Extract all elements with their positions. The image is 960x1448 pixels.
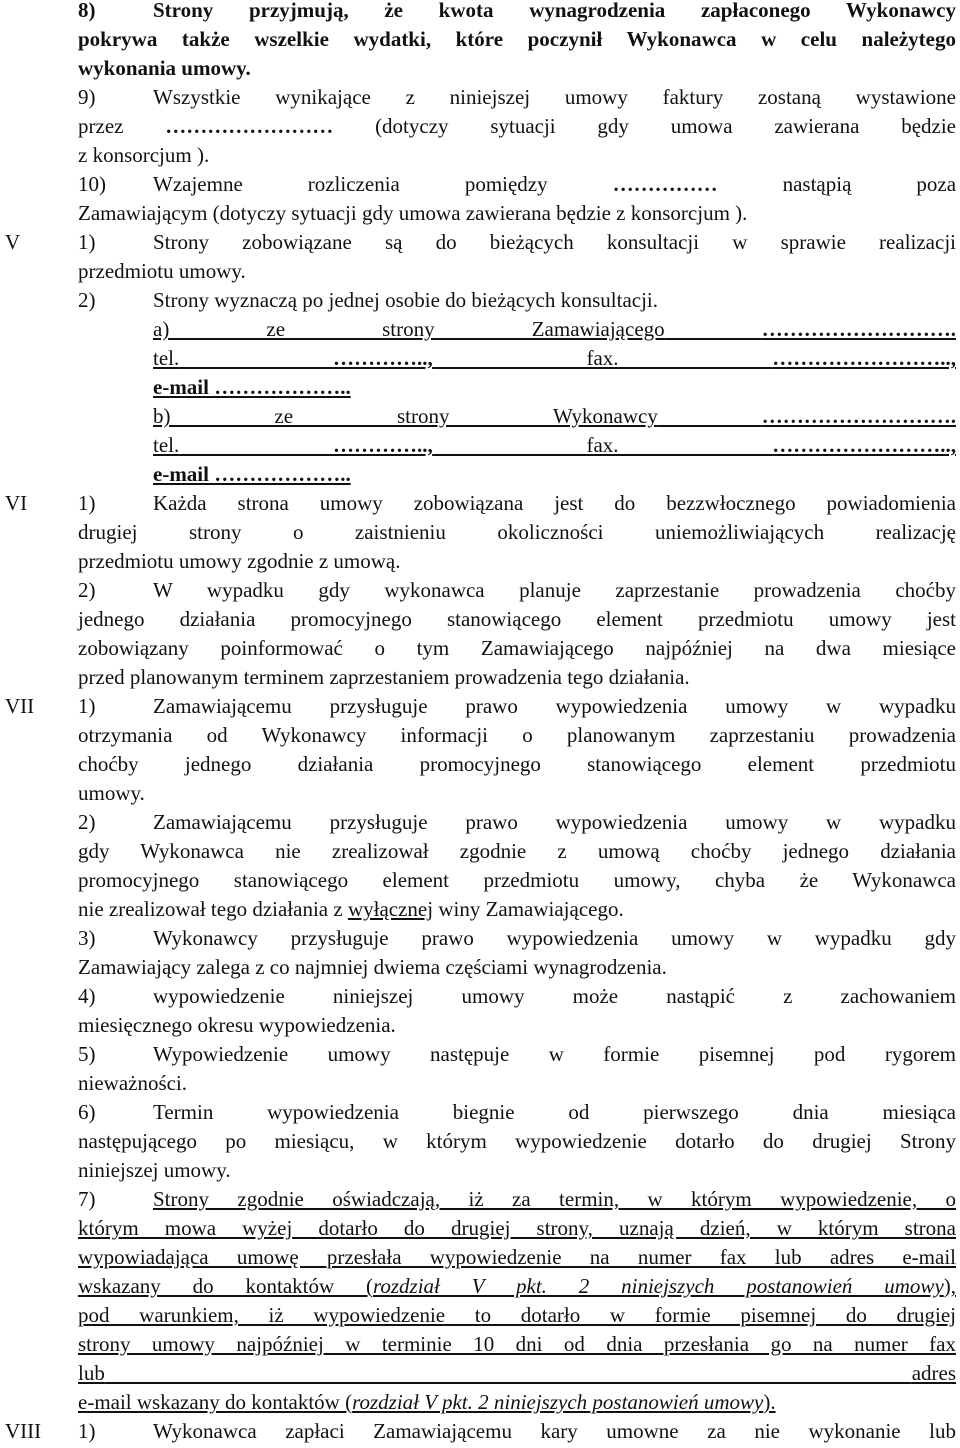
line-text: Strony zgodnie oświadczają, iż za termin, w którym wypowiedzenie, o xyxy=(153,1187,956,1211)
paragraph-line xyxy=(78,1011,956,1040)
paragraph-line xyxy=(78,170,956,199)
paragraph-line xyxy=(78,518,956,547)
line-text: otrzymania od Wykonawcy informacji o planowanym zaprzestaniu prowadzenia xyxy=(78,723,956,747)
line-text: przedmiotu umowy. xyxy=(78,259,246,283)
line-text: ). xyxy=(763,1390,776,1414)
paragraph-line xyxy=(78,1359,956,1388)
paragraph-line xyxy=(78,1301,956,1330)
line-text: przed planowanym terminem zaprzestaniem prowadzenia tego działania. xyxy=(78,665,690,689)
paragraph-line xyxy=(78,692,956,721)
line-text: wypowiedzenie niniejszej umowy może nastąpić z zachowaniem xyxy=(153,984,956,1008)
paragraph-line xyxy=(78,924,956,953)
line-text: Każda strona umowy zobowiązana jest do bezzwłocznego powiadomienia xyxy=(153,491,956,515)
item-number: 4) xyxy=(78,984,96,1008)
contact-party-label: b) ze strony Wykonawcy xyxy=(153,404,658,428)
line-text: winy Zamawiającego. xyxy=(438,897,624,921)
line-text: strony umowy najpóźniej w terminie 10 dni od dnia przesłania go na numer fax xyxy=(78,1332,956,1356)
paragraph-line xyxy=(78,663,956,692)
line-text: Strony wyznaczą po jednej osobie do bieżących konsultacji. xyxy=(153,288,659,312)
paragraph-line xyxy=(78,1243,956,1272)
italic-reference: rozdział V pkt. 2 niniejszych postanowień umowy xyxy=(372,1274,944,1298)
line-text: z konsorcjum ). xyxy=(78,143,210,167)
line-text: Strony zobowiązane są do bieżących konsultacji w sprawie realizacji xyxy=(153,230,956,254)
contact-line xyxy=(153,402,956,431)
paragraph-line xyxy=(78,837,956,866)
item-number: 2) xyxy=(78,288,96,312)
line-text: którym mowa wyżej dotarło do drugiej strony, uznają dzień, w którym strona xyxy=(78,1216,956,1240)
paragraph-line xyxy=(78,228,956,257)
paragraph-line xyxy=(78,112,956,141)
line-text: umowy. xyxy=(78,781,145,805)
section-marker: VI xyxy=(5,491,28,515)
paragraph-line xyxy=(78,1185,956,1214)
line-text: nie zrealizował tego działania z xyxy=(78,897,343,921)
paragraph-line xyxy=(78,1214,956,1243)
paragraph-line xyxy=(78,25,956,54)
item-number: 8) xyxy=(78,0,96,22)
email-label: e-mail ……………….. xyxy=(153,462,351,486)
line-text: lub xyxy=(78,1361,105,1385)
line-text: W wypadku gdy wykonawca planuje zaprzestanie prowadzenia choćby xyxy=(153,578,956,602)
paragraph-line xyxy=(78,1417,956,1446)
item-number: 3) xyxy=(78,926,96,950)
line-text: Zamawiającemu przysługuje prawo wypowiedzenia umowy w wypadku xyxy=(153,694,956,718)
fill-in-dots: ………….., xyxy=(332,346,433,370)
line-text: Termin wypowiedzenia biegnie od pierwszego dnia miesiąca xyxy=(153,1100,956,1124)
item-number: 6) xyxy=(78,1100,96,1124)
line-text: wypowiadająca umowę przesłała wypowiedzenie na numer fax lub adres e-mail xyxy=(78,1245,956,1269)
line-text: ), xyxy=(943,1274,957,1298)
line-text: Wykonawca zapłaci Zamawiającemu kary umowne za nie wykonanie lub xyxy=(153,1419,956,1443)
contact-party-label: a) ze strony Zamawiającego xyxy=(153,317,665,341)
fax-label: fax. xyxy=(586,346,619,370)
line-text: gdy Wykonawca nie zrealizował zgodnie z umową choćby jednego działania xyxy=(78,839,956,863)
contact-line xyxy=(153,344,956,373)
line-text: zobowiązany poinformować o tym Zamawiającego najpóźniej na dwa miesiące xyxy=(78,636,956,660)
paragraph-line xyxy=(78,866,956,895)
paragraph-line xyxy=(78,982,956,1011)
item-number: 7) xyxy=(78,1187,96,1211)
line-text: Strony przyjmują, że kwota wynagrodzenia zapłaconego Wykonawcy xyxy=(153,0,956,22)
paragraph-line xyxy=(78,953,956,982)
tel-label: tel. xyxy=(153,346,180,370)
paragraph-line xyxy=(78,1272,956,1301)
line-text: Wzajemne rozliczenia pomiędzy xyxy=(153,172,548,196)
fill-in-dots: …………………….., xyxy=(772,346,957,370)
line-text: Zamawiającemu przysługuje prawo wypowiedzenia umowy w wypadku xyxy=(153,810,956,834)
email-label: e-mail ……………….. xyxy=(153,375,351,399)
fill-in-dots: …………………….., xyxy=(772,433,957,457)
paragraph-line xyxy=(78,895,956,924)
item-number: 1) xyxy=(78,1419,96,1443)
line-text: promocyjnego stanowiącego element przedmiotu umowy, chyba że Wykonawca xyxy=(78,868,956,892)
line-text: (dotyczy sytuacji gdy umowa zawierana będzie xyxy=(375,114,957,138)
contact-line xyxy=(153,373,956,402)
item-number: 1) xyxy=(78,694,96,718)
item-number: 5) xyxy=(78,1042,96,1066)
line-text: następującego po miesiącu, w którym wypowiedzenie dotarło do drugiej Strony xyxy=(78,1129,956,1153)
item-number: 9) xyxy=(78,85,96,109)
contact-line xyxy=(153,431,956,460)
line-text: pod warunkiem, iż wypowiedzenie to dotarło w formie pisemnej do drugiej xyxy=(78,1303,956,1327)
fill-in-dots: ………………………. xyxy=(761,317,956,341)
line-text: nastąpią poza xyxy=(782,172,957,196)
item-number: 1) xyxy=(78,491,96,515)
line-text: choćby jednego działania promocyjnego stanowiącego element przedmiotu xyxy=(78,752,956,776)
line-text: adres xyxy=(911,1361,956,1385)
section-marker: VIII xyxy=(5,1419,42,1443)
fill-in-dots: ………….., xyxy=(332,433,433,457)
line-text: Wszystkie wynikające z niniejszej umowy faktury zostaną wystawione xyxy=(153,85,956,109)
item-number: 2) xyxy=(78,578,96,602)
italic-reference: rozdział V pkt. 2 niniejszych postanowień umowy xyxy=(352,1390,764,1414)
line-text: Zamawiający zalega z co najmniej dwiema częściami wynagrodzenia. xyxy=(78,955,667,979)
paragraph-line xyxy=(78,1156,956,1185)
item-number: 2) xyxy=(78,810,96,834)
paragraph-line xyxy=(78,257,956,286)
paragraph-line xyxy=(78,721,956,750)
paragraph-line xyxy=(78,1040,956,1069)
paragraph-line xyxy=(78,1388,956,1417)
line-text: pokrywa także wszelkie wydatki, które poczynił Wykonawca w celu należytego xyxy=(78,27,956,51)
paragraph-line xyxy=(78,1069,956,1098)
paragraph-line xyxy=(78,576,956,605)
line-text: przedmiotu umowy zgodnie z umową. xyxy=(78,549,401,573)
line-text: Zamawiającym (dotyczy sytuacji gdy umowa zawierana będzie z konsorcjum ). xyxy=(78,201,748,225)
paragraph-line xyxy=(78,1127,956,1156)
line-text: wskazany do kontaktów ( xyxy=(78,1274,373,1298)
paragraph-line xyxy=(78,750,956,779)
item-number: 1) xyxy=(78,230,96,254)
paragraph-line xyxy=(78,489,956,518)
paragraph-line xyxy=(78,605,956,634)
line-text: nieważności. xyxy=(78,1071,188,1095)
paragraph-line xyxy=(78,141,956,170)
paragraph-line xyxy=(78,779,956,808)
underlined-word: wyłącznej xyxy=(347,897,434,921)
contact-line xyxy=(153,460,956,489)
paragraph-line xyxy=(78,286,956,315)
line-text: drugiej strony o zaistnieniu okoliczności uniemożliwiających realizację xyxy=(78,520,956,544)
paragraph-line xyxy=(78,0,956,25)
paragraph-line xyxy=(78,547,956,576)
line-text: wykonania umowy. xyxy=(78,56,251,80)
paragraph-line xyxy=(78,1330,956,1359)
fax-label: fax. xyxy=(586,433,619,457)
line-text: miesięcznego okresu wypowiedzenia. xyxy=(78,1013,396,1037)
line-text: Wypowiedzenie umowy następuje w formie pisemnej pod rygorem xyxy=(153,1042,956,1066)
fill-in-dots: …………… xyxy=(612,172,718,196)
line-text: Wykonawcy przysługuje prawo wypowiedzenia umowy w wypadku gdy xyxy=(153,926,956,950)
paragraph-line xyxy=(78,199,956,228)
paragraph-line xyxy=(78,83,956,112)
section-marker: V xyxy=(5,230,21,254)
fill-in-dots: …………………… xyxy=(165,114,334,138)
paragraph-line xyxy=(78,1098,956,1127)
paragraph-line xyxy=(78,808,956,837)
item-number: 10) xyxy=(78,172,106,196)
fill-in-dots: ………………………. xyxy=(761,404,956,428)
line-text: przez xyxy=(78,114,124,138)
line-text: e-mail wskazany do kontaktów ( xyxy=(78,1390,353,1414)
contact-line xyxy=(153,315,956,344)
tel-label: tel. xyxy=(153,433,180,457)
paragraph-line xyxy=(78,54,956,83)
line-text: jednego działania promocyjnego stanowiącego element przedmiotu umowy jest xyxy=(78,607,956,631)
line-text: niniejszej umowy. xyxy=(78,1158,231,1182)
section-marker: VII xyxy=(5,694,35,718)
paragraph-line xyxy=(78,634,956,663)
